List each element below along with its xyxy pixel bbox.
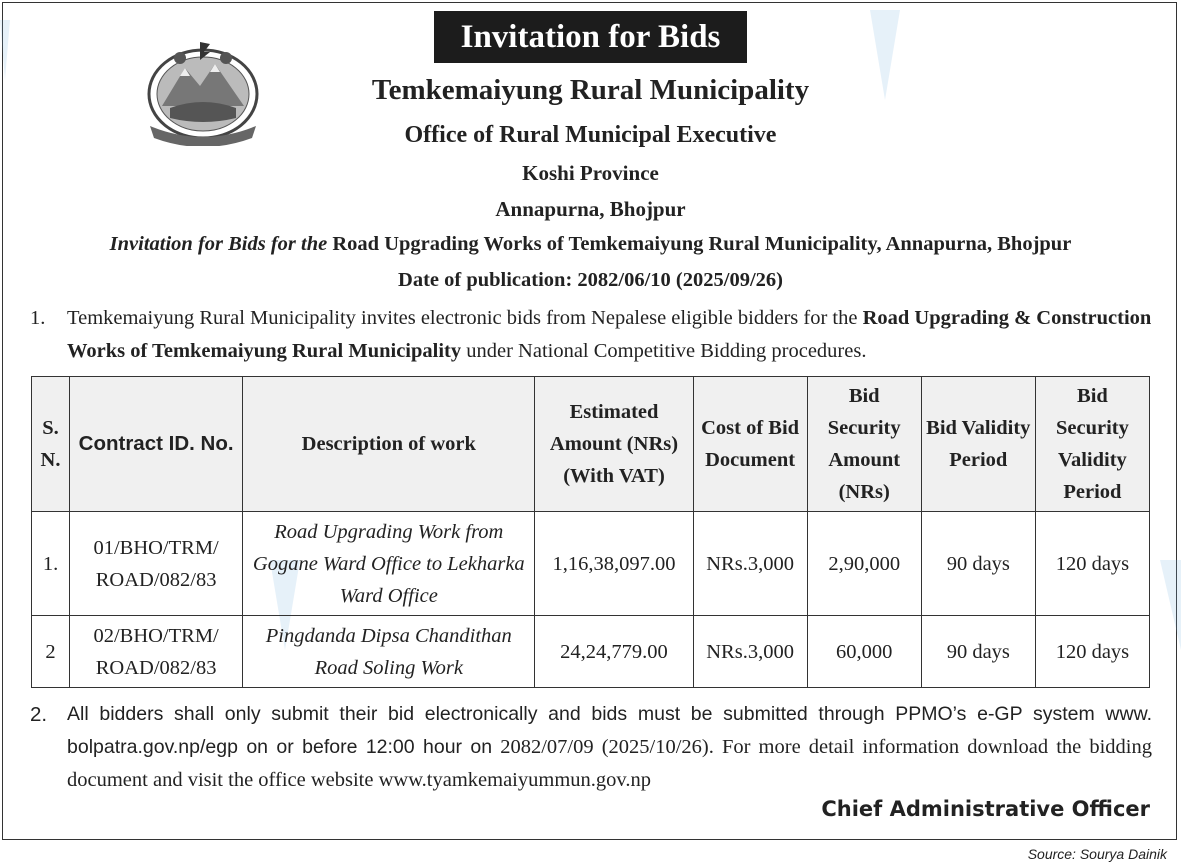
location-name: Annapurna, Bhojpur [495,197,686,221]
cell-validity: 90 days [921,616,1035,688]
signoff: Chief Administrative Officer [821,797,1150,821]
cell-cost: NRs.3,000 [693,616,807,688]
col-header-description: Description of work [243,377,535,512]
col-header-security-validity: Bid Security Validity Period [1035,377,1149,512]
cell-cost: NRs.3,000 [693,512,807,616]
bids-table [31,376,1150,688]
office-name: Office of Rural Municipal Executive [404,122,777,148]
paragraph-1-number: 1. [30,307,46,329]
paragraph-1-bold: Road Upgrading & Construction Works of Temkemaiyung Rural Municipality [67,307,1152,362]
cell-validity: 90 days [921,512,1035,616]
cell-security: 60,000 [807,616,921,688]
cell-sn: 1. [32,512,70,616]
municipality-name: Temkemaiyung Rural Municipality [371,74,810,106]
cell-estimated: 1,16,38,097.00 [535,512,693,616]
source-credit: Source: Sourya Dainik [1027,846,1167,862]
paragraph-2-text-sans: All bidders shall only submit their bid electronically and bids must be submitted through PPMO’s e-GP system www. bolpatra.gov.np/egp on or before 12:00 hour on [67,703,1152,758]
banner-title: Invitation for Bids [434,11,747,63]
table-row [32,616,1150,688]
cell-security-validity: 120 days [1035,616,1149,688]
col-header-cost: Cost of Bid Document [693,377,807,512]
publication-date: Date of publication: 2082/06/10 (2025/09/26) [398,269,783,291]
cell-description: Pingdanda Dipsa Chandithan Road Soling Work [243,616,535,688]
col-header-validity: Bid Validity Period [921,377,1035,512]
col-header-sn: S. N. [32,377,70,512]
subject-prefix: Invitation for Bids for the [109,233,328,255]
paragraph-2-text-serif: 2082/07/09 (2025/10/26). For more detail information download the bidding document and visit the office website www.tyamkemaiyummun.gov.np [67,736,1152,791]
cell-contract: 01/BHO/TRM/ ROAD/082/83 [70,512,243,616]
paragraph-2-number: 2. [30,703,48,726]
table-header-row [32,377,1150,512]
cell-security: 2,90,000 [807,512,921,616]
table-row [32,512,1150,616]
paragraph-1-text-a: Temkemaiyung Rural Municipality invites electronic bids from Nepalese eligible bidders for the [67,307,858,329]
paragraph-1-text-b: under National Competitive Bidding procedures. [466,340,867,362]
col-header-estimated: Estimated Amount (NRs) (With VAT) [535,377,693,512]
col-header-contract: Contract ID. No. [70,377,243,512]
cell-estimated: 24,24,779.00 [535,616,693,688]
cell-contract: 02/BHO/TRM/ ROAD/082/83 [70,616,243,688]
cell-description: Road Upgrading Work from Gogane Ward Office to Lekharka Ward Office [243,512,535,616]
cell-security-validity: 120 days [1035,512,1149,616]
col-header-security: Bid Security Amount (NRs) [807,377,921,512]
cell-sn: 2 [32,616,70,688]
province-name: Koshi Province [522,161,659,185]
subject-line [0,233,1181,256]
subject-text: Road Upgrading Works of Temkemaiyung Rural Municipality, Annapurna, Bhojpur [332,233,1072,255]
